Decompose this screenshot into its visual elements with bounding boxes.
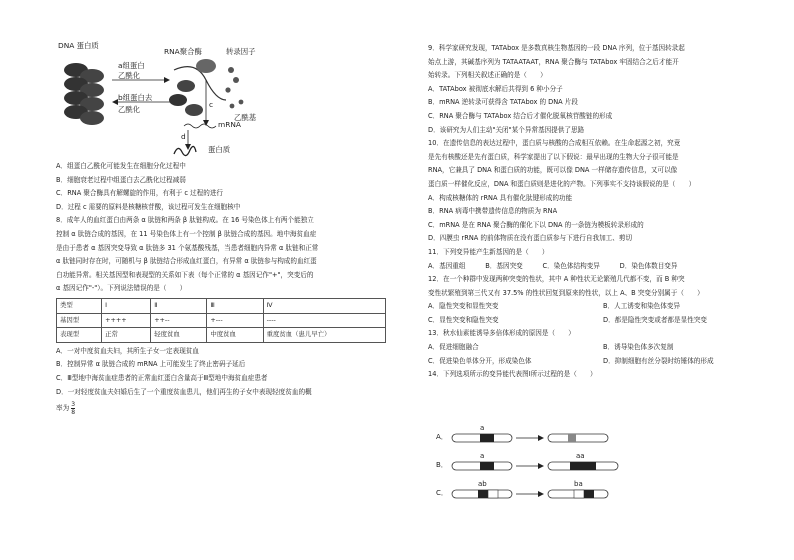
table-cell: ++++: [102, 313, 151, 328]
option-line: C．促进染色单体分开，形成染色体: [428, 356, 532, 365]
table-cell: +---: [207, 313, 263, 328]
q8-stem-line: 是由于患者 α 基因突变导致 α 肽链多 31 个氨基酸残基，当患者细胞内异常 α 肽链和正常: [56, 243, 319, 252]
right-column: [428, 42, 778, 382]
table-cell: Ⅲ: [207, 298, 263, 313]
option-label: A．: [436, 433, 448, 441]
q11-options: A．基因重组 B．基因突变 C．染色体结构变异 D．染色体数目变异: [428, 261, 678, 270]
q9-stem-line: 9．科学家研究发现，TATAbox 是多数真核生物基因的一段 DNA 序列，位于基因转录起: [428, 44, 685, 52]
q10-stem-line: RNA，它兼具了 DNA 和蛋白质的功能，既可以像 DNA 一样储存遗传信息，又可以像: [428, 166, 678, 175]
option-line: B．诱导染色体多次复制: [603, 343, 674, 352]
table-cell: 基因型: [57, 313, 102, 328]
mrna-label: mRNA: [218, 120, 241, 129]
option-line: C．RNA 聚合酶与 TATAbox 结合后才催化脱氧核苷酸链的形成: [428, 111, 613, 120]
q11-stem: 11．下列变异能产生新基因的是（ ）: [428, 247, 549, 256]
q9-stem-line: 始点上游，其碱基序列为 TATAATAAT，RNA 聚合酶与 TATAbox 牢固结合之后才能开: [428, 57, 679, 66]
option-line: A．构成核糖体的 rRNA 具有催化肽键形成的功能: [428, 193, 573, 202]
gene-label: aa: [576, 452, 585, 460]
table-row: [57, 313, 386, 328]
b-label-line1: b组蛋白去: [118, 93, 153, 102]
transcription-factor-label: 转录因子: [226, 47, 256, 56]
option-line: C．Ⅲ型地中海贫血症患者的正常血红蛋白含量高于Ⅲ型地中海贫血症患者: [56, 373, 268, 382]
q9-stem-line: 始转录。下列相关叙述正确的是（ ）: [428, 71, 547, 80]
option-line: D．都是隐性突变或者都是显性突变: [603, 315, 707, 324]
option-line: B．RNA 病毒中携带遗传信息的物质为 RNA: [428, 207, 558, 216]
q14-option-a: [436, 424, 736, 448]
option-line: D．该研究为人们主动"关闭"某个异常基因提供了思路: [428, 125, 585, 134]
q8-stem-line: α 肽链同时存在时，可随机与 β 肽链结合形成血红蛋白，有异常 α 肽链参与构成的血红蛋: [56, 257, 317, 266]
arrow-c-label: c: [209, 100, 214, 109]
option-line: B．控制异常 α 肽链合成的 mRNA 上可能发生了终止密码子延后: [56, 360, 246, 369]
table-row: [57, 328, 386, 343]
q13-stem: 13．秋水仙素能诱导多倍体形成的原因是（ ）: [428, 329, 575, 338]
table-cell: Ⅱ: [151, 298, 207, 313]
acetyl-label: 乙酰基: [234, 113, 257, 122]
q8-stem-line: 控制 α 肽链合成的基因，在 11 号染色体上有一个控制 β 肽链合成的基因。地中海贫血症: [56, 229, 317, 238]
table-cell: 中度贫血: [207, 328, 263, 343]
option-d-tail: [56, 399, 406, 417]
q8-stem-line: α 基因记作"-"）。下列说法错误的是（ ）: [56, 284, 187, 293]
q12-options-row: [428, 314, 778, 328]
q10-stem-line: 10．在遗传信息的表达过程中，蛋白质与核酸的合成相互依赖。在生命起源之初，究竟: [428, 139, 681, 148]
option-line: D．一对轻度贫血夫妇婚后生了一个重度贫血患儿，他们再生的子女中表现轻度贫血的概: [56, 387, 312, 396]
table-cell: Ⅳ: [263, 298, 385, 313]
q14-option-b: [436, 452, 736, 476]
gene-expression-diagram: [56, 40, 276, 158]
option-line: D．过程 c 需要的原料是核糖核苷酸，该过程可发生在细胞核中: [56, 202, 241, 211]
option-line: B．人工诱变和染色体变异: [603, 302, 681, 311]
q10-stem-line: 是先有核酸还是先有蛋白质，科学家提出了以下假说：最早出现的生物大分子很可能是: [428, 152, 679, 161]
option-line: D．四膜虫 rRNA 的前体物质在没有蛋白质参与下进行自我加工、剪切: [428, 234, 633, 243]
option-line: D．抑制细胞有丝分裂时纺锤体的形成: [603, 356, 714, 365]
table-cell: ++--: [151, 313, 207, 328]
option-line: A．促进细胞融合: [428, 343, 479, 352]
option-line: A．隐性突变和显性突变: [428, 302, 499, 311]
gene-label: ab: [478, 480, 487, 488]
chromosome-figure-icon: [450, 428, 750, 448]
q14-option-c: [436, 480, 736, 504]
option-line: B．mRNA 逆转录可获得含 TATAbox 的 DNA 片段: [428, 98, 578, 107]
genotype-table: [56, 298, 386, 343]
rna-polymerase-label: RNA聚合酶: [164, 47, 202, 56]
fraction: [71, 401, 75, 416]
nucleosome-cluster-left-icon: [64, 63, 104, 125]
table-cell: I: [102, 298, 151, 313]
a-label-line2: 乙酰化: [118, 71, 141, 80]
option-label: B．: [436, 461, 448, 469]
q8-stem-line: 8．成年人的血红蛋白由两条 α 肽链和两条 β 肽链构成。在 16 号染色体上有两个能独立: [56, 216, 314, 225]
gene-label: a: [480, 424, 485, 432]
fraction-numerator: 3: [71, 400, 76, 408]
chromosome-figure-icon: [450, 456, 750, 476]
option-label: C．: [436, 489, 448, 497]
option-line: A．组蛋白乙酰化可能发生在细胞分化过程中: [56, 162, 186, 170]
protein-label: 蛋白质: [208, 145, 231, 154]
q12-options-row: [428, 300, 778, 314]
left-column: [56, 160, 406, 417]
diagram-graphic: [56, 40, 276, 158]
table-cell: 轻度贫血: [151, 328, 207, 343]
q10-stem-line: 蛋白质一样催化反应，DNA 和蛋白质则是进化的产物。下列事实不支持该假说的是（ ）: [428, 179, 696, 188]
b-label-line2: 乙酰化: [118, 105, 141, 114]
option-line: A．一对中度贫血夫妇，其所生子女一定表现贫血: [56, 346, 199, 355]
q14-stem: 14．下列选项所示的变异能代表图Ⅰ所示过程的是（ ）: [428, 370, 597, 379]
table-cell: 正常: [102, 328, 151, 343]
table-cell: 类型: [57, 298, 102, 313]
option-d-tail-text: 率为: [56, 404, 70, 413]
q13-options-row: [428, 341, 778, 355]
option-line: C．RNA 聚合酶具有解螺旋的作用，有利于 c 过程的进行: [56, 189, 224, 198]
q12-stem-line: 12．在一个种群中发现两种突变的性状，其中 A 种性状无论繁殖几代都不变，而 B 种突: [428, 275, 685, 284]
option-line: C．mRNA 是在 RNA 聚合酶的催化下以 DNA 的一条链为模板转录形成的: [428, 220, 644, 229]
chromosome-figure-icon: [450, 484, 750, 504]
table-cell: 表现型: [57, 328, 102, 343]
a-label-line1: a组蛋白: [118, 61, 145, 70]
q8-stem-line: 白功能异常。相关基因型和表现型的关系如下表（每个正常的 α 基因记作"+"，突变后的: [56, 270, 314, 279]
fraction-denominator: 8: [71, 408, 76, 416]
table-cell: ----: [263, 313, 385, 328]
option-line: C．显性突变和隐性突变: [428, 315, 499, 324]
arrow-d-label: d: [181, 132, 186, 141]
dna-protein-label: DNA 蛋白质: [58, 41, 99, 50]
table-cell: 重度贫血（患儿早亡）: [263, 328, 385, 343]
gene-label: a: [480, 452, 485, 460]
option-line: A．TATAbox 被彻底水解后共得到 6 种小分子: [428, 84, 563, 93]
q12-stem-line: 变性状繁殖到第三代又有 37.5% 的性状回复到原来的性状，以上 A、B 突变分别属于（ ）: [428, 288, 704, 297]
gene-label: ba: [574, 480, 583, 488]
table-row: [57, 298, 386, 313]
q13-options-row: [428, 355, 778, 369]
option-line: B．细胞衰老过程中组蛋白去乙酰化过程减弱: [56, 175, 186, 184]
